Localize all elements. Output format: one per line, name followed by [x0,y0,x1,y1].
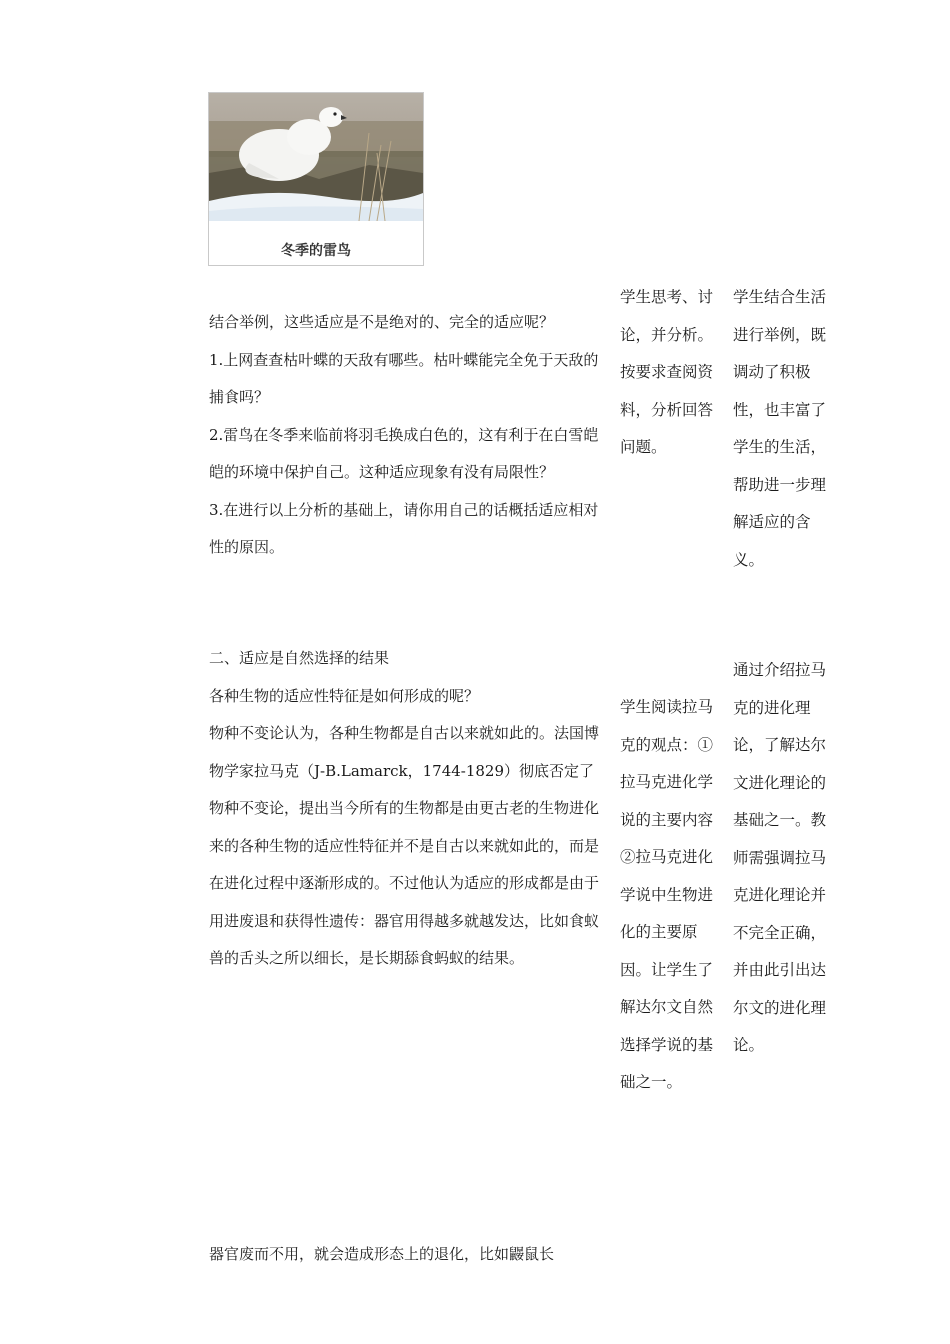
section2-design-intent: 通过介绍拉马克的进化理论，了解达尔文进化理论的基础之一。教师需强调拉马克进化理论并不完全正确，并由此引出达尔文的进化理论。 [733,661,827,1054]
question-2: 2.雷鸟在冬季来临前将羽毛换成白色的，这有利于在白雪皑皑的环境中保护自己。这种适应现象有没有局限性？ [209,425,599,481]
photo-caption: 冬季的雷鸟 [281,243,351,259]
section1-design-intent: 学生结合生活进行举例，既调动了积极性，也丰富了学生的生活，帮助进一步理解适应的含义。 [733,288,827,569]
question-1: 1.上网查查枯叶蝶的天敌有哪些。枯叶蝶能完全免于天敌的捕食吗？ [209,350,599,406]
ptarmigan-photo [208,92,424,266]
question-3: 3.在进行以上分析的基础上，请你用自己的话概括适应相对性的原因。 [209,500,599,556]
continuation-text: 器官废而不用，就会造成形态上的退化，比如鼹鼠长 [209,1245,555,1263]
section-question: 各种生物的适应性特征是如何形成的呢？ [209,686,480,705]
section1-student-activity: 学生思考、讨论，并分析。按要求查阅资料，分析回答问题。 [620,288,714,456]
section2-main-text [209,640,609,978]
section1-main-text [209,304,609,567]
section2-student-activity: 学生阅读拉马克的观点：①拉马克进化学说的主要内容 ②拉马克进化学说中生物进化的主要原因。让学生了解达尔文自然选择学说的基础之一。 [620,698,714,1091]
question-intro: 结合举例，这些适应是不是绝对的、完全的适应呢？ [209,313,555,331]
section-heading: 二、适应是自然选择的结果 [209,649,390,667]
lamarck-paragraph: 物种不变论认为，各种生物都是自古以来就如此的。法国博物学家拉马克（J-B.Lamarck，1744-1829）彻底否定了物种不变论，提出当今所有的生物都是由更古老的生物进化来的各种生物的适应性特征并不是自古以来就如此的，而是在进化过程中逐渐形成的。不过他认为适应的形成都是由于用进废退和获得性遗传：器官用得越多就越发达，比如食蚁兽的舌头之所以细长，是长期舔食蚂蚁的结果。 [209,724,600,967]
